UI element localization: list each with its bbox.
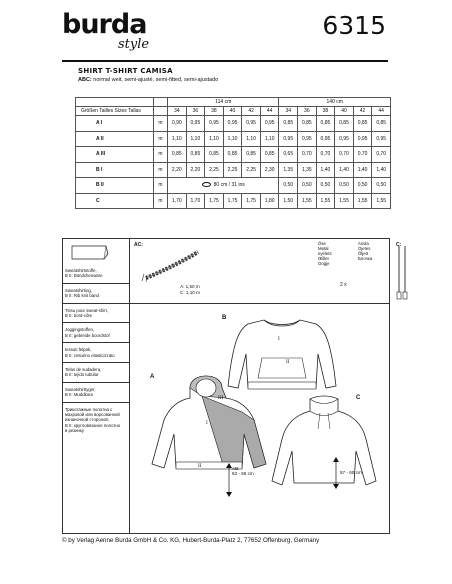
yardage-cell-140: 1,55 [316,193,335,209]
yardage-cell-140: 1,55 [335,193,354,209]
row-unit: m [154,116,168,132]
yardage-row [76,178,391,194]
fabric-suggestion-line: изнаночной стороной, [65,417,109,423]
yardage-cell-140: 0,70 [372,147,391,163]
cord-stopper-icon [395,246,409,300]
size-yardage-table [75,97,391,209]
view-c-sketch [266,395,382,491]
brand-subline: style [118,37,150,52]
yardage-cell-140: 0,85 [279,116,298,132]
burda-style-logo [62,10,172,52]
yardage-cell-140: 0,85 [372,116,391,132]
cord-icon [142,248,204,282]
yardage-cell-114: 1,10 [242,131,261,147]
accessories-label: AC: [134,242,143,248]
eyelet-name: eyelets [318,251,332,257]
fabric-suggestion-line: Трикотажные полотна с [65,406,113,412]
yardage-cell-140: 0,70 [335,147,354,163]
row-unit: m [154,131,168,147]
yardage-cell-114: 1,70 [186,193,205,209]
size-header-row [76,107,391,116]
view-a-label: A [150,374,155,380]
size-header-cell: 40 [223,107,242,116]
eyelet-name: Oogje [318,261,330,267]
brand-wordmark: burda [62,9,147,40]
yardage-row [76,116,391,132]
row-unit: m [154,162,168,178]
size-header-cell: 42 [353,107,372,116]
fabric-suggestion-line: B II: Muddkora [65,392,93,398]
view-a-piece-1: I [206,421,208,426]
view-a-piece-2: II [198,464,202,469]
eyelet-name: Metal [318,246,329,252]
yardage-cell-140: 0,95 [353,131,372,147]
row-unit: m [154,178,168,194]
yardage-cell-114: 2,25 [223,162,242,178]
yardage-cell-114: 1,10 [205,131,224,147]
yardage-cell-114: 0,90 [168,116,187,132]
eyelet-name: Блочка [358,256,373,262]
size-header-cell: 40 [335,107,354,116]
eyelet-name: Asola [358,241,369,246]
yardage-cell-114: 1,70 [168,193,187,209]
yardage-cell-140: 0,50 [335,178,354,194]
yardage-cell-140: 0,50 [372,178,391,194]
fabric-suggestion-line: Telas de sudadera, [65,367,102,372]
yardage-cell-114: 0,85 [242,147,261,163]
yardage-cell-114: 1,10 [260,131,279,147]
yardage-cell-140: 0,50 [298,178,317,194]
fabric-suggestion [65,407,129,434]
yardage-cell-140: 0,50 [279,178,298,194]
measure-arrow-c [333,457,339,489]
fabric-separator [62,362,130,363]
yardage-cell-114: 1,10 [223,131,242,147]
size-header-cell: 34 [168,107,187,116]
eyelet-names-1 [318,241,332,266]
yardage-cell-114: 0,85 [223,147,242,163]
row-view-label: A III [76,147,154,163]
fabric-suggestion-line: B II: gebreide boordstof [65,332,110,338]
size-header-cell: 44 [260,107,279,116]
yardage-cell-114: 1,75 [223,193,242,209]
fabric-separator [62,283,130,284]
garment-title: SHIRT T-SHIRT CAMISA [78,67,173,75]
garment-fit [78,77,218,83]
yardage-cell-114: 0,95 [242,116,261,132]
view-c-accessory-label: C: [396,242,402,248]
yardage-cell-140: 0,95 [298,131,317,147]
yardage-cell-140: 1,55 [298,193,317,209]
yardage-cell-114: 1,75 [242,193,261,209]
yardage-cell-114: 0,95 [205,116,224,132]
fabric-separator [62,322,130,323]
yardage-cell-114: 0,85 [186,147,205,163]
yardage-cell-140: 1,40 [353,162,372,178]
yardage-cell-140: 1,50 [279,193,298,209]
row-view-label: A II [76,131,154,147]
yardage-cell-114: 0,95 [223,116,242,132]
yardage-cell-140: 0,70 [316,147,335,163]
yardage-cell-114: 1,10 [186,131,205,147]
fabric-suggestion [65,268,129,279]
eyelet-name: Öljett [358,251,369,257]
measure-ab-value: 63 - 66 cm [232,471,254,477]
size-header-cell: 36 [186,107,205,116]
fabric-suggestion-line: B II: cinturino elasticizzato [65,352,115,358]
yardage-cell-140: 0,50 [316,178,335,194]
yardage-cell-140: 1,40 [316,162,335,178]
row-view-label: B I [76,162,154,178]
measure-c-value: 57 - 60 cm [340,470,362,475]
size-header-cell: 42 [242,107,261,116]
fabric-suggestion-line: в резинку [65,428,84,434]
size-header-cell: 38 [316,107,335,116]
view-c-label: C [356,395,361,401]
yardage-cell-140: 0,95 [372,131,391,147]
fit-text: normal weit, semi-ajusté, semi-fitted, semi-ajustado [93,77,219,83]
yardage-cell-140: 0,85 [335,116,354,132]
row-view-label: B II [76,178,154,194]
title-rule [62,60,388,62]
cord-length-c: C: 1,10 m [180,290,200,295]
yardage-cell-140: 1,40 [372,162,391,178]
measure-ab-label: AB: [232,466,240,471]
fabric-width-140: 140 cm [279,98,391,107]
yardage-cell-114: 1,75 [205,193,224,209]
view-a-sketch [150,368,270,478]
yardage-cell-140: 1,55 [372,193,391,209]
yardage-cell-140: 0,85 [316,116,335,132]
accessories-row [130,238,402,304]
yardage-cell-140: 0,50 [353,178,372,194]
yardage-cell-140: 0,65 [279,147,298,163]
fabric-suggestions-column [62,238,130,534]
yardage-cell-140: 1,40 [335,162,354,178]
fabric-separator [62,402,130,403]
copyright-notice: © by Verlag Aenne Burda GmbH & Co. KG, Hubert-Burda-Platz 2, 77652 Offenburg, Germany [62,537,320,544]
fabric-separator [62,342,130,343]
eyelet-name: Öse [318,241,326,246]
fabric-suggestion-line: tessuti felpati, [65,347,92,353]
fabric-suggestion-line: Sweatshirting, [65,287,92,293]
fabric-suggestion-line: B II: кругловязаное полотно [65,422,121,428]
eyelet-name: Ojetes [358,246,371,252]
fabric-suggestion [65,387,129,398]
view-b-piece-2: II [286,360,290,365]
size-header-cell: 38 [205,107,224,116]
yardage-cell-114: 2,20 [168,162,187,178]
view-b-label: B [222,315,227,321]
fabric-suggestion [65,327,129,338]
size-header-cell: 44 [372,107,391,116]
cord-length-a: A: 1,50 m [180,284,200,289]
yardage-row [76,162,391,178]
yardage-cell-140: 0,70 [298,147,317,163]
fabric-suggestion-line: Sweatshirttyger, [65,386,96,392]
yardage-cell-140: 1,35 [279,162,298,178]
fabric-swatch-icon [70,244,110,264]
fabric-suggestion-line: махровой или ворсованной [65,412,120,417]
view-b-piece-1: I [278,337,280,342]
fabric-suggestion-line: Joggingstoffen, [65,327,95,333]
fabric-suggestion-line: B II: Bündchenware [65,273,103,279]
yardage-row [76,131,391,147]
fabric-suggestion [65,288,129,299]
eyelet-quantity: 2 x [340,282,347,288]
fabric-suggestion-line: Sweatshirtstoffe, [65,268,97,273]
yardage-cell-114: 0,85 [205,147,224,163]
fabric-suggestion-line: B II: tejido tubular [65,372,99,378]
yardage-row [76,147,391,163]
yardage-cell-140: 1,35 [298,162,317,178]
fabric-separator [62,382,130,383]
yardage-cell-114: 2,25 [242,162,261,178]
fabric-suggestion [65,308,129,319]
yardage-cell-140: 0,85 [298,116,317,132]
row-unit: m [154,147,168,163]
fabric-separator [62,303,130,304]
fit-code: ABC: [78,77,92,83]
yardage-cell-114: 2,25 [205,162,224,178]
yardage-cell-114: 0,85 [168,147,187,163]
yardage-cell-114: 2,20 [186,162,205,178]
yardage-row [76,193,391,209]
yardage-cell-140: 0,95 [316,131,335,147]
yardage-cell-114: 1,80 [260,193,279,209]
eyelet-name: Œillet [318,256,329,262]
measure-ab [232,466,254,477]
row-unit: m [154,193,168,209]
yardage-cell-114: 0,95 [260,116,279,132]
fabric-width-114: 114 cm [168,98,279,107]
yardage-cell-114: 0,85 [260,147,279,163]
yardage-cell-140: 0,70 [353,147,372,163]
fabric-suggestion [65,367,129,378]
view-a-piece-3: III [218,396,224,401]
row-view-label: A I [76,116,154,132]
eyelet-names-2 [358,241,372,261]
yardage-cell-114: 1,10 [168,131,187,147]
rib-band-tube-icon [202,182,211,187]
fabric-suggestion-line: B II: Rib knit band [65,293,99,299]
fabric-suggestion [65,347,129,358]
size-header-cell: 36 [298,107,317,116]
yardage-cell-114: 0,95 [186,116,205,132]
size-header-label: Größen Tailles Sizes Tallas [76,107,154,116]
rib-band-length [168,178,279,194]
yardage-cell-140: 0,85 [353,116,372,132]
yardage-cell-140: 0,95 [279,131,298,147]
yardage-cell-140: 1,55 [353,193,372,209]
yardage-cell-114: 2,30 [260,162,279,178]
row-view-label: C [76,193,154,209]
pattern-number: 6315 [322,11,386,40]
size-header-cell: 34 [279,107,298,116]
fabric-suggestion-line: Tissu pour sweat-shirt, [65,307,109,313]
yardage-cell-140: 0,95 [335,131,354,147]
fabric-suggestion-line: B II: bord-côte [65,313,92,318]
rib-band-length-text: 80 cm / 31 ins [213,182,245,189]
